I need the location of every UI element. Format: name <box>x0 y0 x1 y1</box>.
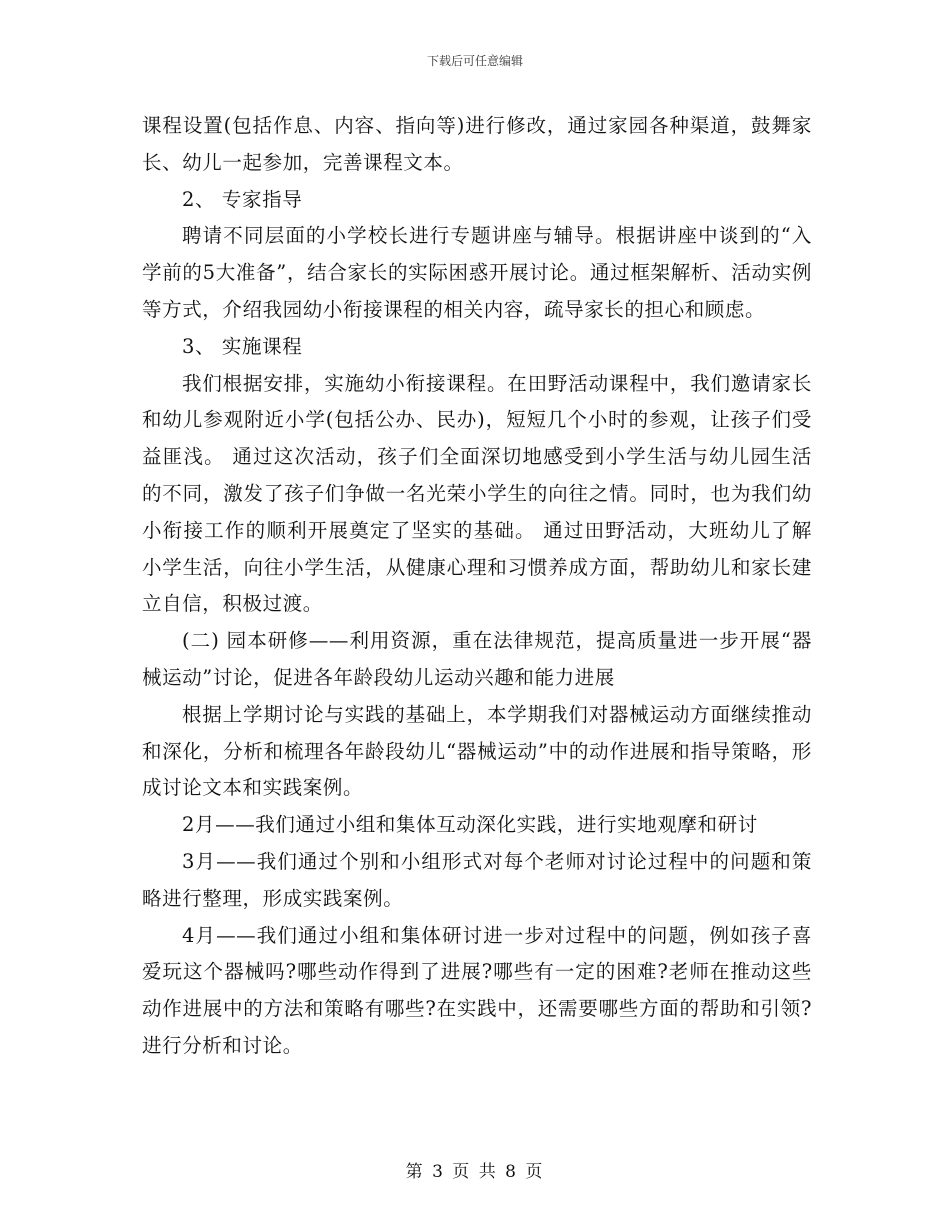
paragraph-equipment-sports: 根据上学期讨论与实践的基础上，本学期我们对器械运动方面继续推动和深化，分析和梳理各年龄段幼儿“器械运动”中的动作进展和指导策略，形成讨论文本和实践案例。 <box>142 702 812 800</box>
paragraph-march: 3月——我们通过个别和小组形式对每个老师对讨论过程中的问题和策略进行整理，形成实践案例。 <box>142 849 812 910</box>
paragraph-april: 4月——我们通过小组和集体研讨进一步对过程中的问题，例如孩子喜爱玩这个器械吗?哪些动作得到了进展?哪些有一定的困难?老师在推动这些动作进展中的方法和策略有哪些?在实践中，还需要哪些方面的帮助和引领?进行分析和讨论。 <box>142 923 812 1057</box>
heading-implement-course: 3、 实施课程 <box>182 334 303 358</box>
paragraph-field-activity: 我们根据安排，实施幼小衔接课程。在田野活动课程中，我们邀请家长和幼儿参观附近小学(包括公办、民办)，短短几个小时的参观，让孩子们受益匪浅。 通过这次活动，孩子们全面深切地感受到小学生活与幼儿园生活的不同，激发了孩子们争做一名光荣小学生的向往之情。同时，也为我们幼小衔接工作的顺利开展奠定了坚实的基础。 通过田野活动，大班幼儿了解小学生活，向往小学生活，从健康心理和习惯养成方面，帮助幼儿和家长建立自信，积极过渡。 <box>142 371 812 616</box>
document-body <box>142 108 812 1065</box>
paragraph-february: 2月——我们通过小组和集体互动深化实践，进行实地观摩和研讨 <box>182 813 758 837</box>
page-header: 下载后可任意编辑 <box>426 54 523 68</box>
paragraph-course-revision: 课程设置(包括作息、内容、指向等)进行修改，通过家园各种渠道，鼓舞家长、幼儿一起参加，完善课程文本。 <box>142 114 812 174</box>
page-number: 第 3 页 共 8 页 <box>405 1162 545 1182</box>
heading-garden-research: (二) 园本研修——利用资源，重在法律规范，提高质量进一步开展“器械运动”讨论，促进各年龄段幼儿运动兴趣和能力进展 <box>142 629 812 689</box>
heading-expert-guidance: 2、 专家指导 <box>182 187 303 211</box>
paragraph-expert-lectures: 聘请不同层面的小学校长进行专题讲座与辅导。根据讲座中谈到的“入学前的5大准备”，结合家长的实际困惑开展讨论。通过框架解析、活动实例等方式，介绍我园幼小衔接课程的相关内容，疏导家长的担心和顾虑。 <box>142 224 812 321</box>
